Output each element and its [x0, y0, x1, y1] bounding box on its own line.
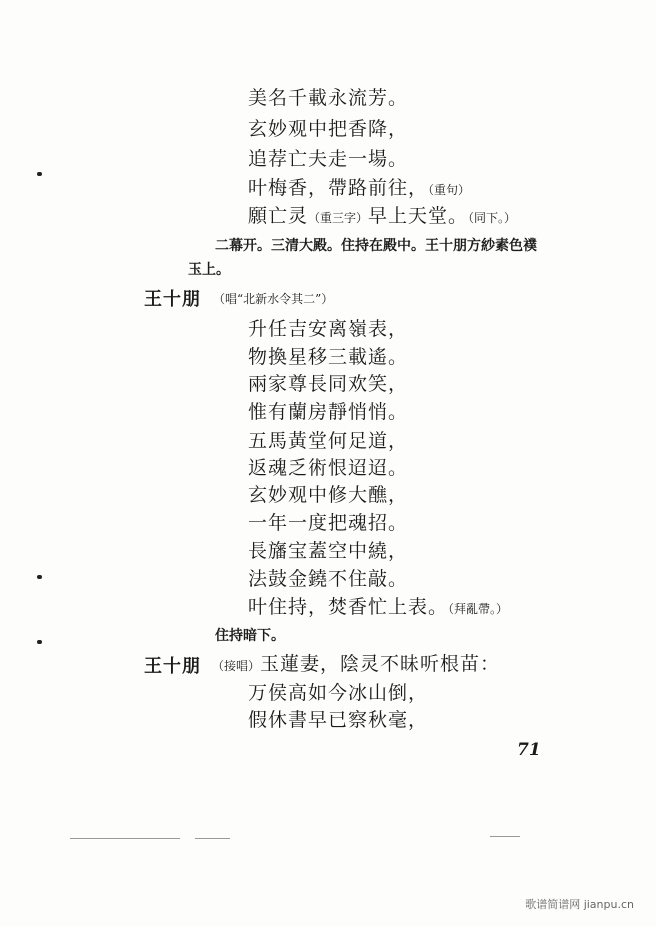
verse-line — [248, 176, 470, 202]
verse-line: 惟有蘭房靜悄悄。 — [248, 401, 409, 423]
speaker-name: 王十朋 — [144, 656, 201, 677]
margin-mark — [37, 575, 42, 579]
verse-line: 長旛宝蓋空中繞， — [248, 540, 409, 562]
verse-annotation: （重三字） — [308, 211, 369, 225]
verse-line: 美名千載永流芳。 — [248, 87, 409, 109]
verse-line — [212, 652, 500, 678]
tune-annotation: （唱“北新水令其二”） — [213, 292, 334, 306]
verse-line: 玄妙观中修大醮， — [248, 484, 409, 506]
verse-text: 叶住持，焚香忙上表。 — [248, 596, 449, 618]
scan-artifact — [490, 836, 520, 837]
margin-mark — [37, 640, 42, 644]
verse-annotation: （拜亂帶。） — [448, 602, 509, 616]
verse-line: 物換星移三載遙。 — [248, 346, 409, 368]
verse-line: 返魂乏術恨迢迢。 — [248, 457, 409, 479]
scan-artifact — [70, 838, 180, 839]
cue-annotation: （接唱） — [212, 659, 261, 673]
verse-annotation: （重句） — [428, 183, 471, 197]
verse-line: 五馬黃堂何足道， — [248, 430, 409, 452]
verse-annotation: （同下。） — [468, 211, 517, 225]
verse-text: 玉蓮妻，陰灵不昧听根苗： — [260, 653, 501, 675]
verse-line: 一年一度把魂招。 — [248, 512, 409, 534]
verse-line: 升任吉安离嶺表， — [248, 318, 409, 340]
watermark: 歌谱简谱网 jianpu.cn — [525, 898, 634, 911]
stage-direction: 二幕开。三清大殿。住持在殿中。王十朋方紗素色襆 — [215, 238, 537, 254]
verse-line: 法鼓金鐃不住敲。 — [248, 568, 409, 590]
verse-line: 假休書早已察秋毫， — [248, 709, 429, 731]
stage-direction: 玉上。 — [188, 262, 230, 278]
page-number: 71 — [517, 740, 541, 760]
stage-direction: 住持暗下。 — [215, 628, 285, 644]
scan-artifact — [195, 838, 230, 839]
verse-text: 早上天堂。 — [368, 205, 469, 227]
verse-line — [248, 595, 508, 621]
speaker-name: 王十朋 — [144, 289, 201, 310]
verse-line: 追荐亡夫走一場。 — [248, 148, 409, 170]
verse-text: 願亡灵 — [248, 205, 309, 227]
verse-line: 万侯高如今冰山倒， — [248, 682, 429, 704]
verse-text: 叶梅香，帶路前往， — [248, 177, 429, 199]
verse-line: 兩家尊長同欢笑， — [248, 373, 409, 395]
verse-line — [248, 204, 516, 230]
verse-line: 玄妙观中把香降， — [248, 118, 409, 140]
margin-mark — [37, 172, 42, 176]
